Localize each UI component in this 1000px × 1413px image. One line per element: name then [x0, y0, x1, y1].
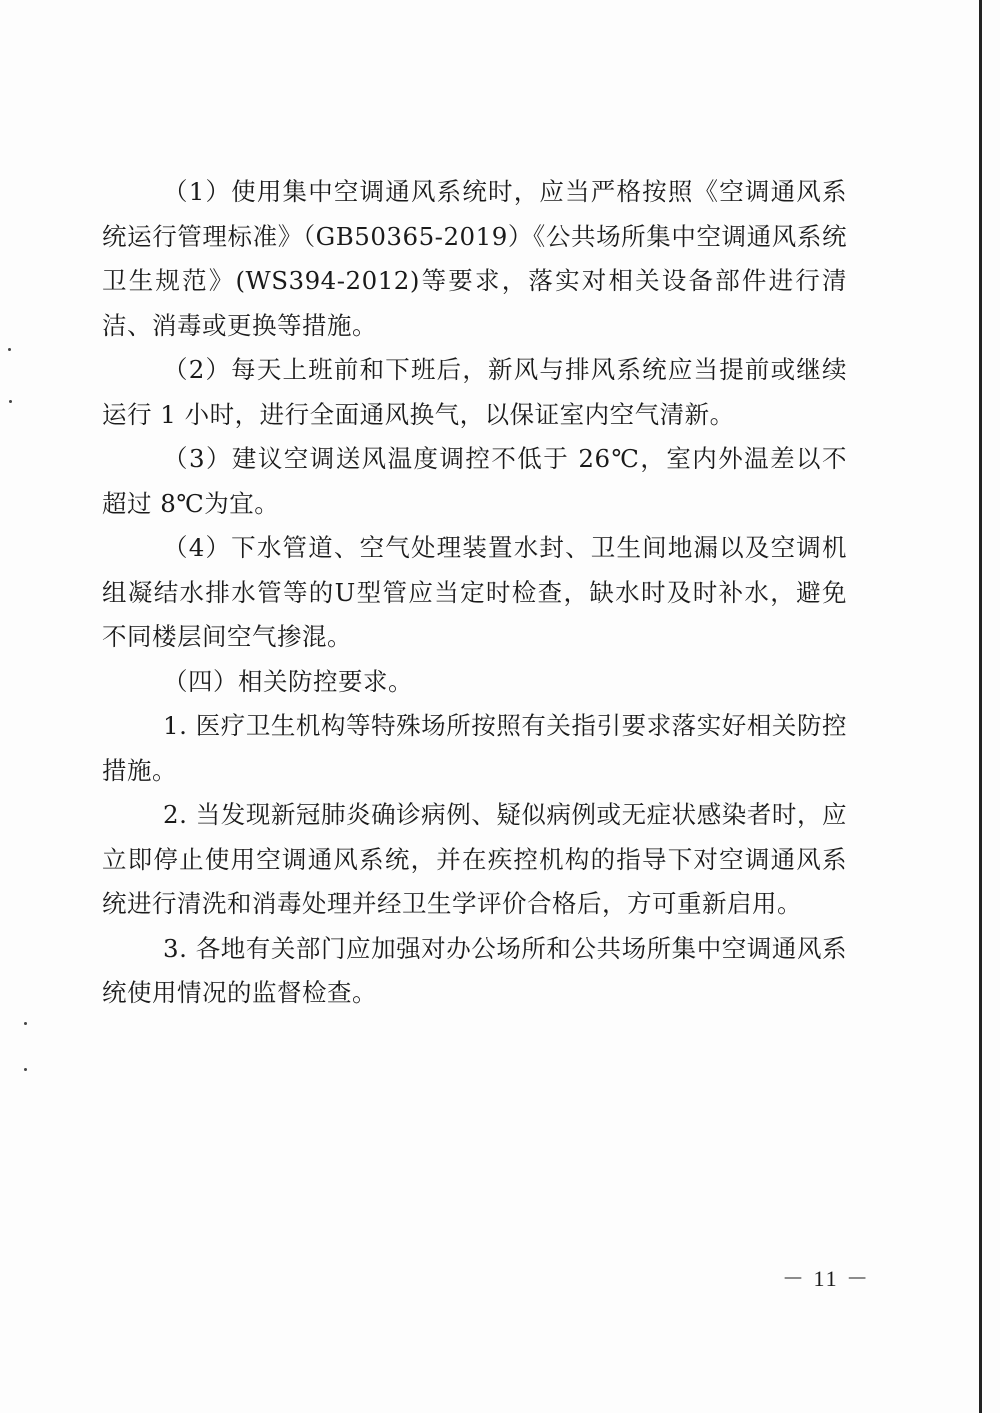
scan-edge-line — [979, 0, 982, 1413]
paragraph-ventilation-schedule: （2）每天上班前和下班后，新风与排风系统应当提前或继续运行 1 小时，进行全面通风换气，以保证室内空气清新。 — [102, 355, 847, 429]
scan-speck — [8, 348, 11, 351]
paragraph-drain-water-seal: （4）下水管道、空气处理装置水封、卫生间地漏以及空调机组凝结水排水管等的U型管应当定时检查，缺水时及时补水，避免不同楼层间空气掺混。 — [102, 533, 847, 651]
page-number: － 11 － — [782, 1266, 871, 1291]
paragraph-medical-institutions: 1. 医疗卫生机构等特殊场所按照有关指引要求落实好相关防控措施。 — [102, 711, 847, 785]
scan-speck — [24, 1022, 27, 1025]
paragraph-temperature-control: （3）建议空调送风温度调控不低于 26℃，室内外温差以不超过 8℃为宜。 — [102, 444, 847, 518]
paragraph-case-discovery: 2. 当发现新冠肺炎确诊病例、疑似病例或无症状感染者时，应立即停止使用空调通风系统，并在疾控机构的指导下对空调通风系统进行清洗和消毒处理并经卫生学评价合格后，方可重新启用。 — [102, 800, 847, 918]
scan-speck — [9, 400, 12, 403]
section-heading-prevention-requirements: （四）相关防控要求。 — [163, 666, 413, 696]
scan-speck — [24, 1068, 27, 1071]
document-body — [102, 170, 847, 1016]
paragraph-ac-system-standards: （1）使用集中空调通风系统时，应当严格按照《空调通风系统运行管理标准》（GB50365-2019）《公共场所集中空调通风系统卫生规范》(WS394-2012)等要求，落实对相关设备部件进行清洁、消毒或更换等措施。 — [102, 177, 847, 340]
paragraph-supervision: 3. 各地有关部门应加强对办公场所和公共场所集中空调通风系统使用情况的监督检查。 — [102, 933, 847, 1007]
